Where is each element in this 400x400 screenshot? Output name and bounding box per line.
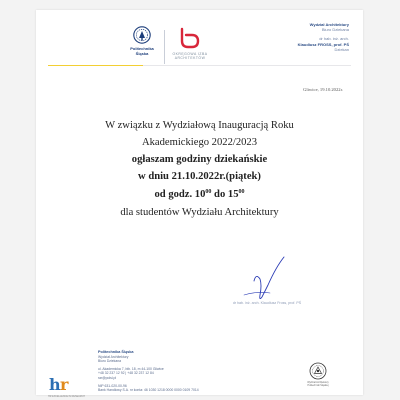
body-line-5: od godz. $10^{00}$ do $15^{00}$ <box>154 189 245 200</box>
faculty-emblem-icon <box>309 362 327 380</box>
svg-text:r: r <box>60 375 69 394</box>
okregowa-izba-logo <box>170 26 210 60</box>
sender-block <box>239 22 349 52</box>
sender-dept: Wydział Architektury <box>309 22 349 27</box>
body-line-4: w dniu 21.10.2022r.(piątek) <box>138 171 261 182</box>
body-line-6: dla studentów Wydziału Architektury <box>120 207 279 218</box>
politechnika-logo <box>124 26 160 56</box>
header-rule <box>143 65 351 66</box>
politechnika-emblem-icon <box>133 26 151 46</box>
body-line-3: ogłaszam godziny dziekańskie <box>131 154 268 165</box>
hr-excellence-logo <box>48 374 74 394</box>
emblem-caption: Wydział Architektury Politechniki Śląskiej <box>307 381 329 387</box>
hr-icon <box>48 374 74 394</box>
signature-caption: dr hab. inż. arch. Klaudiusz Fross, prof. PŚ <box>232 301 302 305</box>
okregowa-izba-name: OKRĘGOWA IZBA ARCHITEKTÓW <box>172 52 208 60</box>
letter-date: Gliwice, 19.10.2022r. <box>303 87 343 92</box>
hr-caption: HR EXCELLENCE IN RESEARCH <box>48 395 85 398</box>
body-line-1: W związku z Wydziałową Inauguracją Roku <box>105 120 294 131</box>
svg-text:h: h <box>49 375 61 394</box>
footer-address: Politechnika Śląska Wydział Architektury Biuro Dziekana ul. Akademicka 7, bib. 18, m 44-100 Gliwice +48 32 237 12 92 | +48 32 237 12 84 rar@polsl.pl NIP 631-020-00-96 Bank Handlowy S.A. nr konta: 46 1030 1218 0000 0000 0109 7014 <box>98 350 199 393</box>
signature-mark <box>226 255 306 315</box>
signature <box>226 255 306 315</box>
letter-page <box>36 10 363 398</box>
politechnika-name: Politechnika Śląska <box>130 46 154 56</box>
sender-name: Klaudiusz FROSS, prof. PŚ <box>297 41 349 47</box>
header-accent-rule <box>48 65 143 66</box>
sender-role: Dziekan <box>334 46 349 52</box>
logo-divider <box>164 30 165 64</box>
footer-emblem <box>298 362 338 387</box>
footer-contact <box>48 350 199 398</box>
sender-title: dr hab. inż. arch. <box>319 36 349 42</box>
sender-office: Biuro Dziekana <box>321 27 349 33</box>
okregowa-izba-emblem-icon <box>178 26 202 50</box>
body-line-2: Akademickiego 2022/2023 <box>141 137 258 148</box>
